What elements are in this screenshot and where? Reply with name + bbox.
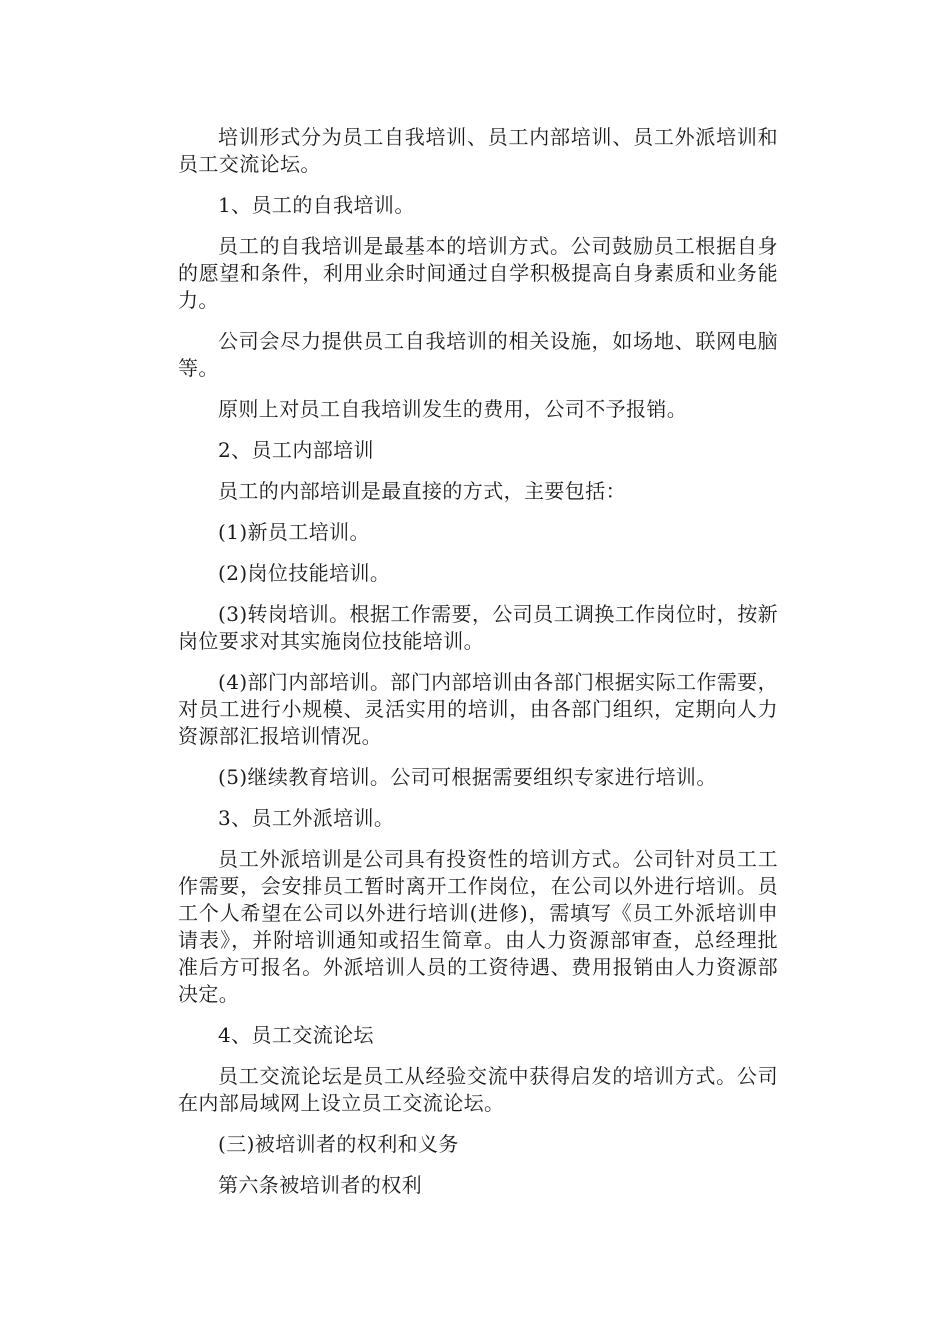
heading-article-six: 第六条被培训者的权利	[218, 1173, 422, 1197]
heading-trainee-rights-duties: (三)被培训者的权利和义务	[218, 1132, 459, 1156]
list-item-skill-training: (2)岗位技能培训。	[218, 561, 391, 585]
paragraph-external-training: 员工外派培训是公司具有投资性的培训方式。公司针对员工工作需要，会安排员工暂时离开工作岗位，在公司以外进行培训。员工个人希望在公司以外进行培训(进修)，需填写《员工外派培训申请表》，并附培训通知或招生简章。由人力资源部审查，总经理批准后方可报名。外派培训人员的工资待遇、费用报销由人力资源部决定。	[178, 847, 778, 1006]
list-item-transfer-training: (3)转岗培训。根据工作需要，公司员工调换工作岗位时，按新岗位要求对其实施岗位技能培训。	[178, 602, 778, 653]
list-item-new-employee: (1)新员工培训。	[218, 520, 370, 544]
list-item-continuing-education: (5)继续教育培训。公司可根据需要组织专家进行培训。	[218, 765, 717, 789]
list-item-department-training: (4)部门内部培训。部门内部培训由各部门根据实际工作需要，对员工进行小规模、灵活实用的培训，由各部门组织，定期向人力资源部汇报培训情况。	[178, 670, 778, 748]
paragraph-self-training: 员工的自我培训是最基本的培训方式。公司鼓励员工根据自身的愿望和条件，利用业余时间通过自学积极提高自身素质和业务能力。	[178, 234, 778, 312]
heading-internal-training: 2、员工内部培训	[218, 438, 374, 462]
heading-exchange-forum: 4、员工交流论坛	[218, 1023, 374, 1047]
paragraph-self-training-facilities: 公司会尽力提供员工自我培训的相关设施，如场地、联网电脑等。	[178, 329, 778, 380]
paragraph-internal-training: 员工的内部培训是最直接的方式，主要包括：	[218, 479, 626, 503]
heading-external-training: 3、员工外派培训。	[218, 806, 395, 830]
paragraph-self-training-costs: 原则上对员工自我培训发生的费用，公司不予报销。	[218, 397, 688, 421]
document-body	[178, 124, 778, 1213]
paragraph-exchange-forum: 员工交流论坛是员工从经验交流中获得启发的培训方式。公司在内部局域网上设立员工交流论坛。	[178, 1064, 778, 1115]
heading-self-training: 1、员工的自我培训。	[218, 193, 415, 217]
paragraph-training-forms: 培训形式分为员工自我培训、员工内部培训、员工外派培训和员工交流论坛。	[178, 125, 778, 176]
